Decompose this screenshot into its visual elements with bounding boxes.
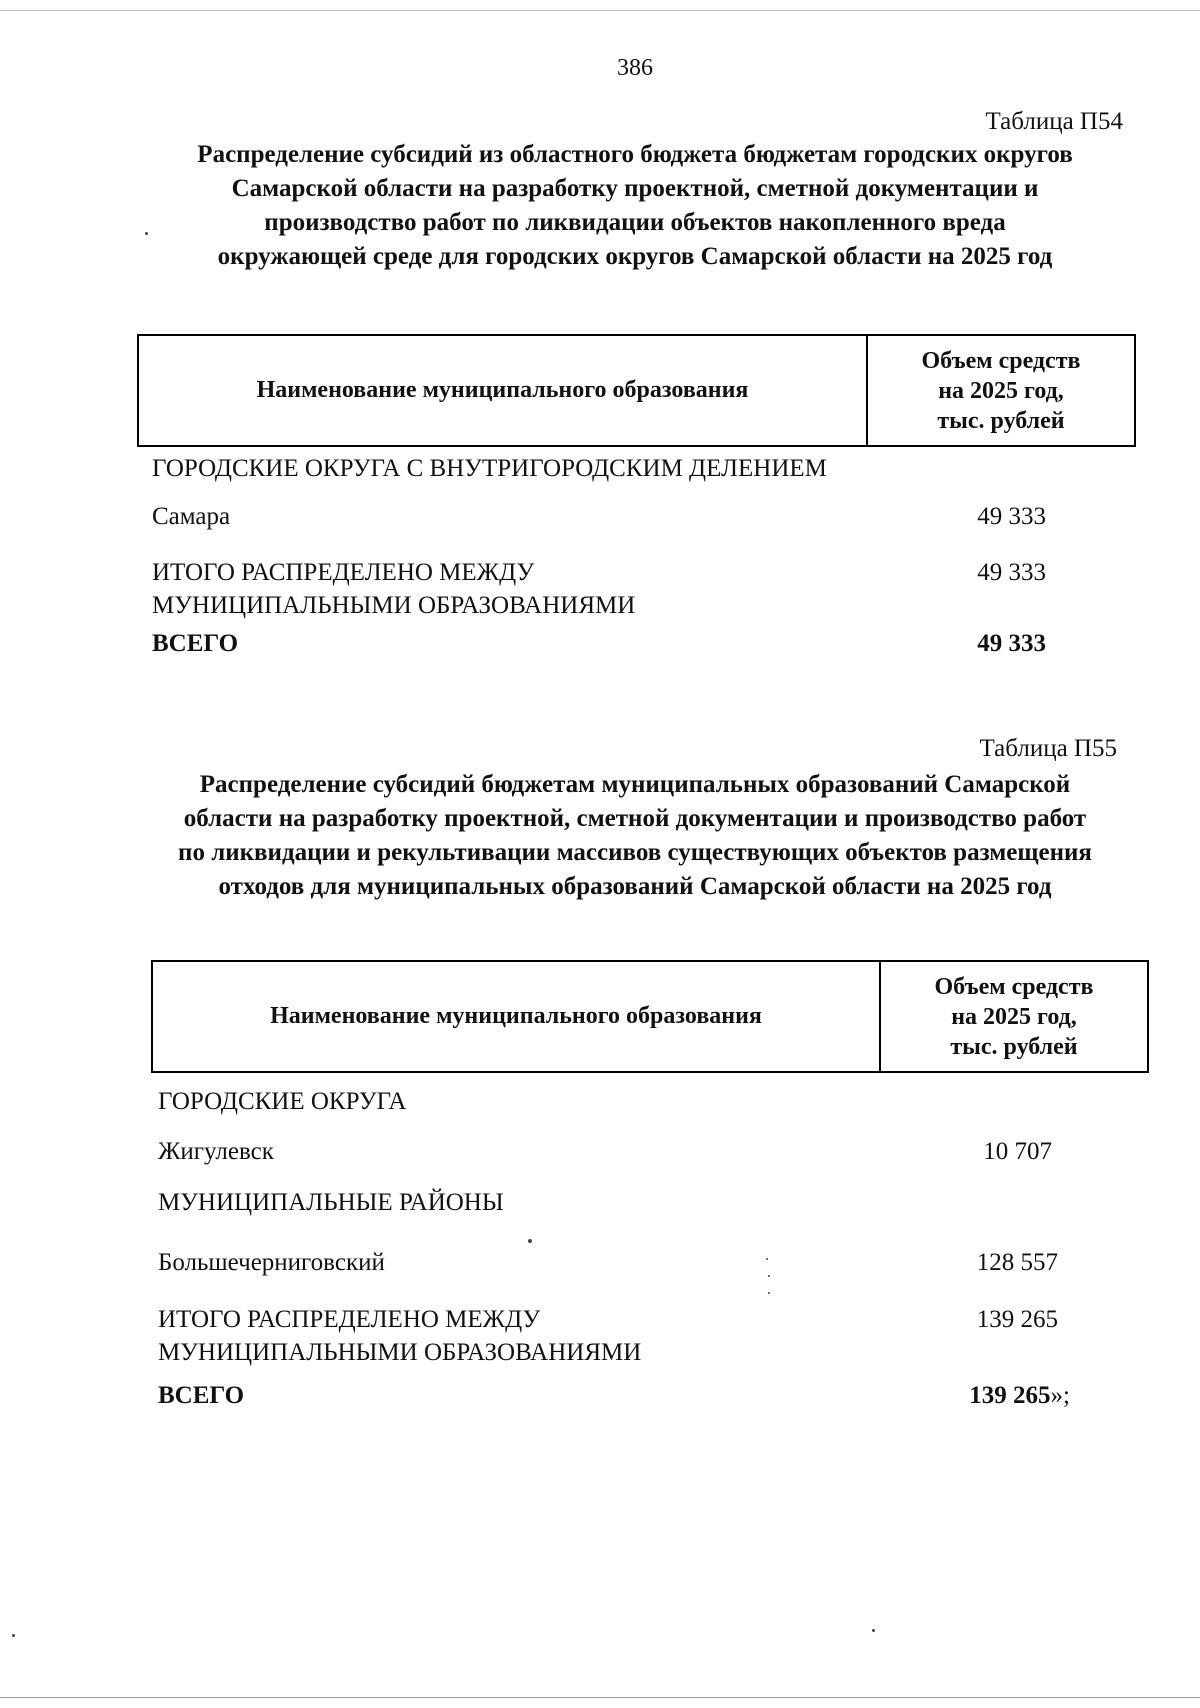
table-title-p55: Распределение субсидий бюджетам муниципальных образований Самарской области на разработку проектной, сметной документации и производство работ по ликвидации и рекультивации массивов существующих объектов размещения отходов для муниципальных образований Самарской области на 2025 год xyxy=(178,771,1092,900)
section-row: ГОРОДСКИЕ ОКРУГА С ВНУТРИГОРОДСКИМ ДЕЛЕНИЕМ xyxy=(152,455,827,482)
table-row-name: ИТОГО РАСПРЕДЕЛЕНО МЕЖДУ МУНИЦИПАЛЬНЫМИ ОБРАЗОВАНИЯМИ xyxy=(158,1306,642,1366)
table-row-value: 10 707 xyxy=(983,1138,1052,1165)
scan-edge-top xyxy=(0,10,1200,11)
scan-speck xyxy=(766,1258,768,1260)
table-title-p54: Распределение субсидий из областного бюджета бюджетам городских округов Самарской области на разработку проектной, сметной документации и производство работ по ликвидации объектов накопленного вреда окружающей среде для городских округов Самарской области на 2025 год xyxy=(197,141,1073,270)
page-number: 386 xyxy=(617,55,653,81)
total-row-value-wrap xyxy=(880,1379,1070,1412)
column-header-amount: Объем средств на 2025 год, тыс. рублей xyxy=(934,973,1094,1060)
table-header-p55 xyxy=(151,960,1149,1073)
table-row-name: ИТОГО РАСПРЕДЕЛЕНО МЕЖДУ МУНИЦИПАЛЬНЫМИ ОБРАЗОВАНИЯМИ xyxy=(152,559,636,619)
table-row-value: 128 557 xyxy=(976,1249,1058,1276)
scan-speck xyxy=(12,1634,15,1637)
scan-speck xyxy=(768,1292,770,1294)
total-row-name: ВСЕГО xyxy=(152,630,239,657)
column-header-name: Наименование муниципального образования xyxy=(153,962,881,1071)
section-row: МУНИЦИПАЛЬНЫЕ РАЙОНЫ xyxy=(158,1189,504,1216)
closing-quote: »; xyxy=(1050,1382,1070,1409)
scan-speck xyxy=(528,1239,532,1243)
table-row-name: Жигулевск xyxy=(158,1138,274,1165)
table-label-p55: Таблица П55 xyxy=(979,735,1117,762)
table-row-name: Большечерниговский xyxy=(158,1249,385,1276)
total-row-name: ВСЕГО xyxy=(158,1382,245,1409)
scan-speck xyxy=(872,1629,875,1632)
table-header-p54 xyxy=(137,334,1136,447)
table-row-value: 49 333 xyxy=(977,503,1046,530)
scan-speck xyxy=(145,232,148,235)
table-label-p54: Таблица П54 xyxy=(985,108,1123,135)
scan-edge-bottom xyxy=(0,1697,1200,1698)
table-row-name: Самара xyxy=(152,503,231,530)
total-row-value: 49 333 xyxy=(977,630,1046,657)
column-header-name: Наименование муниципального образования xyxy=(139,336,868,445)
table-row-value: 49 333 xyxy=(977,559,1046,586)
table-row-value: 139 265 xyxy=(976,1306,1058,1333)
scan-speck xyxy=(768,1275,770,1277)
section-row: ГОРОДСКИЕ ОКРУГА xyxy=(158,1088,407,1115)
column-header-amount: Объем средств на 2025 год, тыс. рублей xyxy=(921,347,1081,434)
total-row-value: 139 265 xyxy=(969,1382,1051,1409)
